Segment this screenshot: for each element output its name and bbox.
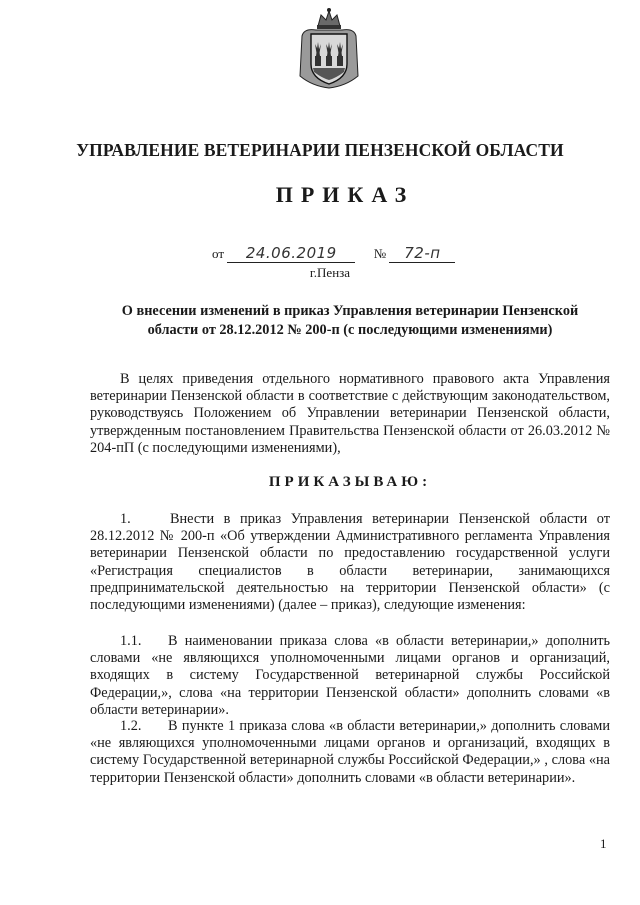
- list-item: [90, 718, 610, 787]
- date-prefix: от: [212, 246, 225, 261]
- intro-paragraph: В целях приведения отдельного нормативного правового акта Управления ветеринарии Пензенской области в соответствие с действующим законодательством, руководствуясь Положением об Управлении ветеринарии Пензенской области, утвержденным постановлением Правительства Пензенской области от 26.03.2012 № 204-пП (с последующими изменениями),: [90, 371, 610, 456]
- item-text: В наименовании приказа слова «в области ветеринарии,» дополнить словами «не являющихся уполномоченными лицами органов и организаций, входящих в систему Государственной ветеринарной службы Российской Федерации,», слова «на территории Пензенской области» дополнить словами «в области ветеринарии».: [90, 633, 610, 718]
- page-number: 1: [600, 836, 607, 851]
- document-type: ПРИКАЗ: [275, 182, 415, 207]
- document-subject: О внесении изменений в приказ Управления ветеринарии Пензенской области от 28.12.2012 № 200-п (с последующими изменениями): [121, 303, 579, 338]
- city: г.Пенза: [309, 265, 351, 280]
- item-number: 1.2.: [120, 718, 142, 734]
- number-value: 72-п: [404, 244, 441, 262]
- item-number: 1.1.: [120, 633, 142, 649]
- item-text: Внести в приказ Управления ветеринарии Пензенской области от 28.12.2012 № 200-п «Об утверждении Административного регламента Управления ветеринарии Пензенской области по предоставлению государственной услуги «Регистрация специалистов в области ветеринарии, занимающихся предпринимательской деятельностью на территории Пензенской области» (с последующими изменениями) (далее – приказ), следующие изменения:: [90, 511, 610, 614]
- date-number-line: [212, 244, 455, 263]
- item-text: В пункте 1 приказа слова «в области ветеринарии,» дополнить словами «не являющихся уполномоченными лицами органов и организаций, входящих в систему Государственной ветеринарной службы Российской Федерации,» , слова «на территории Пензенской области» дополнить словами «в области ветеринарии».: [90, 718, 610, 786]
- list-item: [90, 633, 610, 719]
- organization-name: УПРАВЛЕНИЕ ВЕТЕРИНАРИИ ПЕНЗЕНСКОЙ ОБЛАСТИ: [76, 140, 564, 160]
- date-value: 24.06.2019: [245, 244, 337, 262]
- number-prefix: №: [373, 246, 387, 261]
- order-heading: ПРИКАЗЫВАЮ:: [268, 474, 432, 490]
- list-item: [90, 511, 610, 614]
- item-number: 1.: [120, 511, 131, 527]
- coat-of-arms-icon: [296, 6, 362, 90]
